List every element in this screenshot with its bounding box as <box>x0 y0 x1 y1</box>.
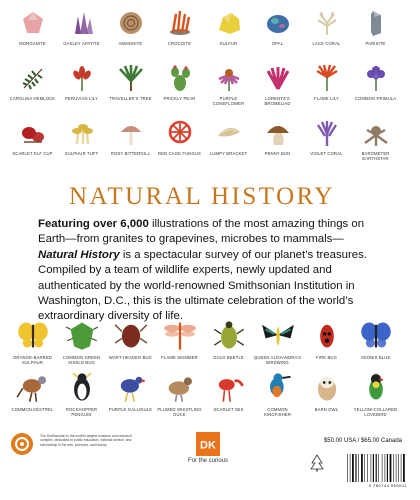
dragonfly-icon <box>164 318 196 352</box>
gem-icon <box>17 8 49 38</box>
specimen-label: OPAL <box>271 41 284 46</box>
specimen-card <box>155 118 204 161</box>
kingfisher-icon <box>262 370 294 404</box>
specimen-label: ADONIS BLUE <box>360 355 391 360</box>
specimen-card <box>57 318 106 365</box>
ammonite-icon <box>115 8 147 38</box>
specimen-card <box>155 318 204 365</box>
specimen-card <box>302 63 351 106</box>
specimen-label: PURPLE GALLINULE <box>108 407 153 412</box>
specimen-card <box>302 318 351 365</box>
row-insects <box>8 318 400 365</box>
specimen-card <box>106 8 155 46</box>
specimen-card <box>8 118 57 161</box>
footer <box>0 432 420 500</box>
specimen-card <box>351 370 400 417</box>
dk-logo-text: DK <box>200 439 216 452</box>
birdwing-butterfly-icon <box>262 318 294 352</box>
coneflower-icon <box>213 63 245 93</box>
specimen-card <box>155 63 204 106</box>
specimen-card <box>106 63 155 106</box>
specimen-card <box>155 370 204 417</box>
mushroom-icon <box>115 118 147 148</box>
blue-butterfly-icon <box>360 318 392 352</box>
blurb-book-title: Natural History <box>38 248 120 261</box>
blurb-body-1: illustrations of the most amazing things on Earth—from granites to grapevines, microbes to mammals— <box>38 218 365 246</box>
mushroom-cluster-icon <box>66 118 98 148</box>
fsc-logo <box>310 454 324 477</box>
lace-coral-icon <box>311 8 343 38</box>
lily-icon <box>66 63 98 93</box>
specimen-card <box>351 318 400 365</box>
specimen-label: ORANGE-BARRED SULPHUR <box>13 355 52 365</box>
specimen-card <box>351 8 400 46</box>
firebug-icon <box>311 318 343 352</box>
bromeliad-icon <box>262 63 294 93</box>
price: $50.00 USA / $65.00 Canada <box>323 438 402 444</box>
crystal-cluster-icon <box>66 8 98 38</box>
specimen-card <box>302 370 351 417</box>
specimen-label: FLAME LILY <box>314 96 339 101</box>
specimen-label: VIOLET CORAL <box>310 151 343 156</box>
specimen-label: FLAME SKIMMER <box>161 355 198 360</box>
specimen-card <box>57 370 106 417</box>
specimen-label: AMMONITE <box>118 41 143 46</box>
penguin-icon <box>66 370 98 404</box>
specimen-card <box>302 118 351 161</box>
barcode-number: 9 780744 050011 <box>368 483 407 488</box>
sulfur-rock-icon <box>213 8 245 38</box>
specimen-label: ROSY BITTERGILL <box>110 151 151 156</box>
specimen-label: PLUMED WHISTLING DUCK <box>157 407 202 417</box>
row-fungi <box>8 118 400 161</box>
cage-fungus-icon <box>164 118 196 148</box>
specimen-card <box>253 118 302 161</box>
crystal-needles-icon <box>164 8 196 38</box>
opal-icon <box>262 8 294 38</box>
specimen-card <box>8 370 57 417</box>
specimen-label: BARN OWL <box>314 407 339 412</box>
specimen-card <box>351 63 400 106</box>
beetle-icon <box>213 318 245 352</box>
specimen-card <box>57 118 106 161</box>
specimen-card <box>57 8 106 46</box>
specimen-card <box>204 63 253 106</box>
elf-cup-icon <box>17 118 49 148</box>
specimen-label: PURPLE CONEFLOWER <box>212 96 245 106</box>
specimen-label: SULFUR <box>219 41 238 46</box>
specimen-label: WART-HEADED BUG <box>108 355 153 360</box>
specimen-label: QUEEN ALEXANDRA’S BIRDWING <box>253 355 302 365</box>
specimen-label: CAROLINA HEMLOCK <box>9 96 56 101</box>
specimen-label: PARISITE <box>365 41 386 46</box>
earthstar-icon <box>360 118 392 148</box>
wart-bug-icon <box>115 318 147 352</box>
penny-bun-icon <box>262 118 294 148</box>
specimen-label: LUMPY BRACKET <box>209 151 248 156</box>
hemlock-branch-icon <box>17 63 49 93</box>
specimen-label: CROCOITE <box>167 41 192 46</box>
specimen-card <box>204 8 253 46</box>
duck-icon <box>164 370 196 404</box>
specimen-label: SULPHUR TUFT <box>64 151 99 156</box>
gallinule-icon <box>115 370 147 404</box>
row-plants <box>8 63 400 106</box>
blurb <box>38 217 378 325</box>
specimen-card <box>204 118 253 161</box>
specimen-card <box>253 318 302 365</box>
specimen-label: OAKLEY APATITE <box>63 41 100 46</box>
specimen-label: RED CAGE FUNGUS <box>158 151 201 156</box>
specimen-label: BAROMETER EARTHSTAR <box>361 151 390 161</box>
specimen-card <box>253 370 302 417</box>
primula-icon <box>360 63 392 93</box>
specimen-label: TRAVELLER’S TREE <box>109 96 152 101</box>
specimen-card <box>8 318 57 365</box>
specimen-card <box>106 370 155 417</box>
specimen-label: LORENTZ’S BROMELIAD <box>264 96 291 106</box>
specimen-card <box>351 118 400 161</box>
page-title: NATURAL HISTORY <box>69 183 335 210</box>
specimen-card <box>106 118 155 161</box>
specimen-label: MORGANITE <box>19 41 46 46</box>
fan-palm-icon <box>115 63 147 93</box>
ibis-icon <box>213 370 245 404</box>
specimen-label: PERUVIAN LILY <box>65 96 98 101</box>
specimen-card <box>302 8 351 46</box>
specimen-label: ROCKHOPPER PENGUIN <box>65 407 98 417</box>
specimen-card <box>8 8 57 46</box>
specimen-label: COMMON GREEN SHIELD BUG <box>62 355 101 365</box>
dk-logo <box>196 432 220 461</box>
violet-coral-icon <box>311 118 343 148</box>
specimen-card <box>253 63 302 106</box>
row-minerals <box>8 8 400 46</box>
blurb-body-2: is a spectacular survey of our planet’s treasures. Compiled by a team of wildlife experts, newly updated and authenticated by the world-renowned Smithsonian Institution in Washington, D.C., this is the ultimate celebration of the world’s extraordinary diversity of life. <box>38 248 367 323</box>
specimen-card <box>253 8 302 46</box>
specimen-label: PRICKLY PEAR <box>163 96 196 101</box>
yellow-butterfly-icon <box>17 318 49 352</box>
row-birds <box>8 370 400 417</box>
specimen-label: FIRE BUG <box>316 355 337 360</box>
specimen-card <box>57 63 106 106</box>
parisite-crystal-icon <box>360 8 392 38</box>
dk-tagline: For the curious <box>187 458 229 464</box>
specimen-label: GOLD BEETLE <box>213 355 244 360</box>
kestrel-icon <box>17 370 49 404</box>
specimen-label: SCARLET ELF CUP <box>12 151 53 156</box>
bracket-fungus-icon <box>213 118 245 148</box>
specimen-label: COMMON KINGFISHER <box>263 407 292 417</box>
specimen-card <box>155 8 204 46</box>
lovebird-icon <box>360 370 392 404</box>
specimen-label: SCARLET IBIS <box>213 407 244 412</box>
specimen-card <box>204 370 253 417</box>
shield-bug-icon <box>66 318 98 352</box>
cactus-icon <box>164 63 196 93</box>
specimen-label: COMMON KESTREL <box>11 407 54 412</box>
specimen-label: COMMON PRIMULA <box>354 96 397 101</box>
specimen-card <box>8 63 57 106</box>
smithsonian-text: The Smithsonian is the world’s largest museum and research complex, dedicated to public education, national service, and scholarship in the arts, sciences, and history. <box>40 434 132 447</box>
specimen-label: YELLOW-COLLARED LOVEBIRD <box>353 407 398 417</box>
flame-lily-icon <box>311 63 343 93</box>
owl-icon <box>311 370 343 404</box>
blurb-lead: Featuring over 6,000 <box>38 218 149 230</box>
smithsonian-logo <box>10 432 34 461</box>
specimen-label: PENNY BUN <box>264 151 291 156</box>
specimen-label: LACE CORAL <box>312 41 341 46</box>
specimen-card <box>106 318 155 365</box>
specimen-card <box>204 318 253 365</box>
